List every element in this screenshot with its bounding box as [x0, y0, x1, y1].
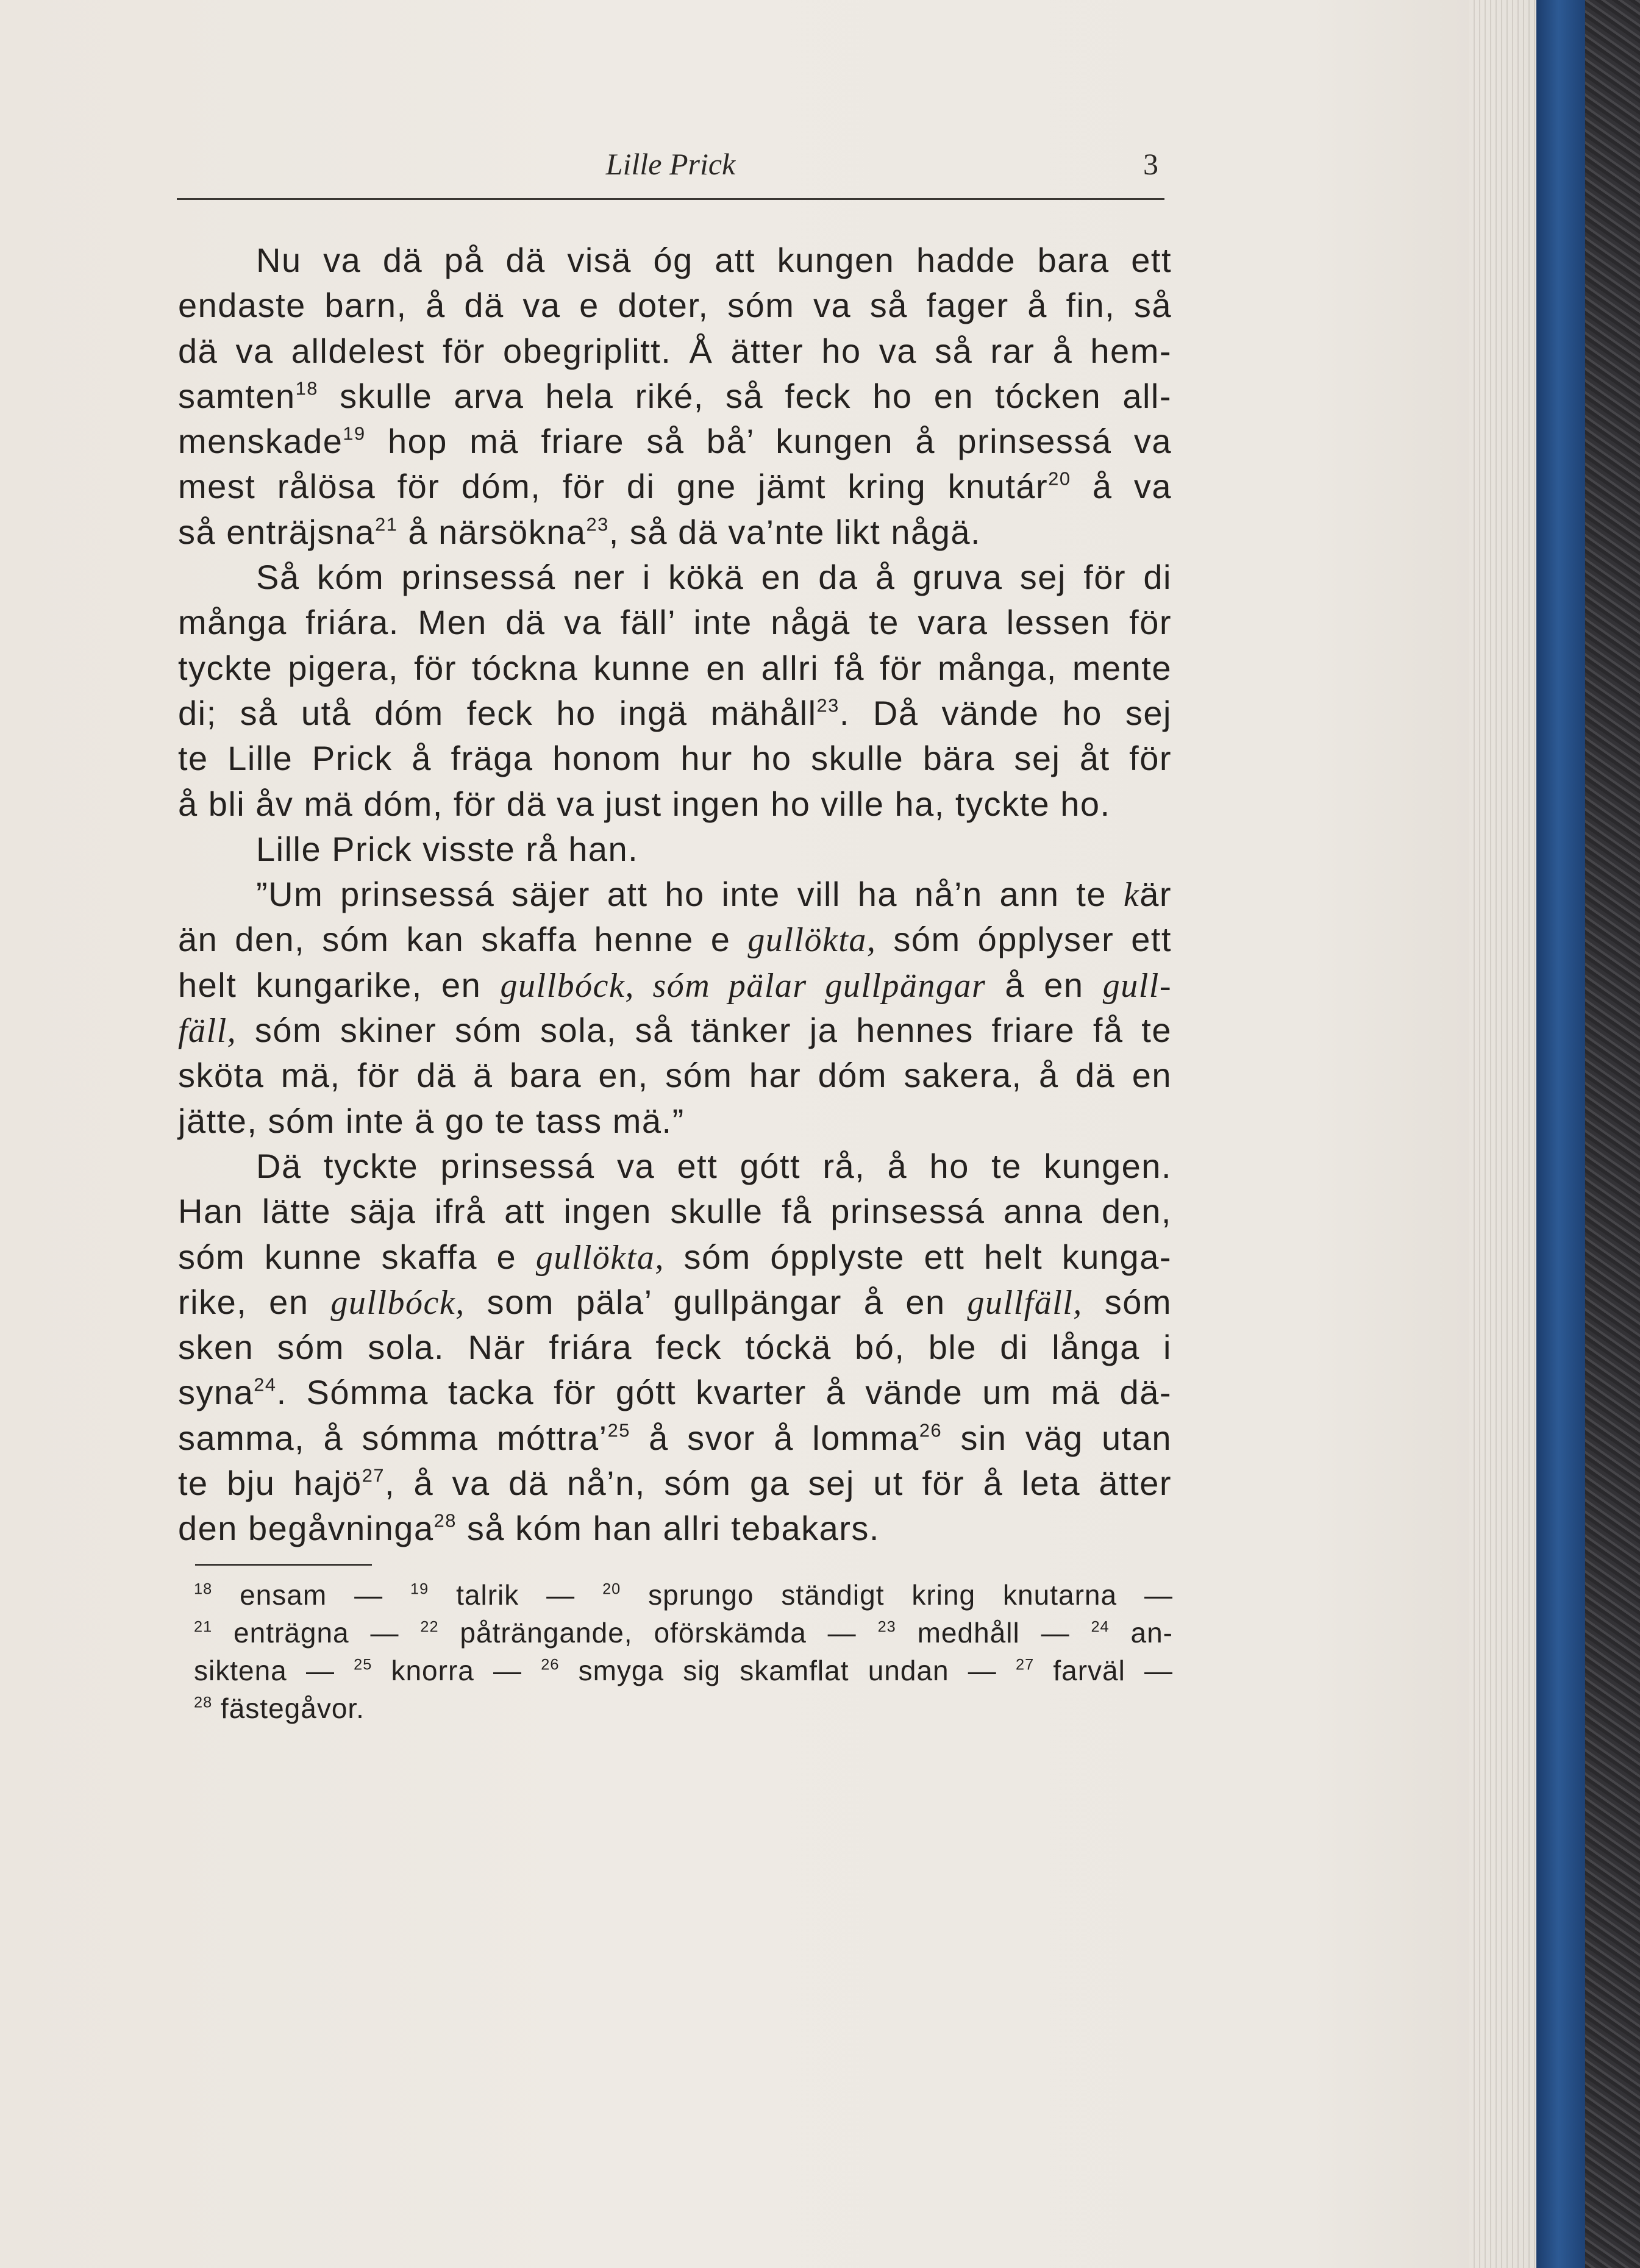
footnote-rule — [195, 1564, 372, 1566]
page-edges — [1469, 0, 1536, 2268]
text-line: endaste barn, å dä va e doter, sóm va så fager å fin, så — [178, 286, 1172, 325]
text-line: så enträjsna$^{21}$ å närsökna$^{23}$, så dä va’nte likt någä. — [178, 512, 982, 551]
footnote-line: $^{18}$ ensam — $^{19}$ talrik — $^{20}$ sprungo ständigt kring knutarna — — [194, 1579, 1173, 1611]
footnotes — [194, 1576, 1173, 1727]
running-title: Lille Prick — [605, 147, 736, 181]
text-line: mest rålösa för dóm, för di gne jämt kring knutár$^{20}$ å va — [178, 467, 1172, 506]
text-line: syna$^{24}$. Sómma tacka för gótt kvarter å vände um mä dä- — [178, 1373, 1172, 1412]
text-line: fäll, sóm skiner sóm sola, så tänker ja hennes friare få te — [178, 1011, 1172, 1050]
text-line: å bli åv mä dóm, för dä va just ingen ho ville ha, tyckte ho. — [178, 784, 1111, 823]
text-line: många friára. Men dä va fäll’ inte någä te vara lessen för — [178, 603, 1172, 642]
body-text — [178, 238, 1172, 1552]
text-line: samten$^{18}$ skulle arva hela riké, så feck ho en tócken all- — [178, 376, 1172, 415]
text-line: tyckte pigera, för tóckna kunne en allri få för många, mente — [178, 648, 1172, 687]
text-line: te bju hajö$^{27}$, å va dä nå’n, sóm ga sej ut för å leta ätter — [178, 1464, 1172, 1503]
text-line: dä va alldelest för obegriplitt. Å ätter ho va så rar å hem- — [178, 331, 1172, 370]
text-line: di; så utå dóm feck ho ingä mähåll$^{23}$. Då vände ho sej — [178, 693, 1172, 732]
text-line: än den, sóm kan skaffa henne e gullökta, sóm ópplyser ett — [178, 920, 1172, 960]
page-number: 3 — [1143, 147, 1158, 181]
text-line: jätte, sóm inte ä go te tass mä.” — [178, 1101, 685, 1140]
footnote-line: siktena — $^{25}$ knorra — $^{26}$ smyga sig skamflat undan — $^{27}$ farväl — — [194, 1655, 1174, 1686]
text-line: den begåvninga$^{28}$ så kóm han allri tebakars. — [178, 1509, 880, 1548]
text-line: menskade$^{19}$ hop mä friare så bå’ kungen å prinsessá va — [178, 422, 1172, 461]
text-line: rike, en gullbóck, som päla’ gullpängar å en gullfäll, sóm — [178, 1282, 1172, 1322]
text-line: te Lille Prick å fräga honom hur ho skulle bära sej åt för — [178, 739, 1172, 778]
text-line: Dä tyckte prinsessá va ett gótt rå, å ho te kungen. — [256, 1146, 1172, 1185]
text-line: Lille Prick visste rå han. — [256, 829, 639, 868]
text-line: Nu va dä på dä visä óg att kungen hadde bara ett — [256, 241, 1172, 279]
text-line: sköta mä, för dä ä bara en, sóm har dóm sakera, å dä en — [178, 1056, 1172, 1095]
book-spine — [1536, 0, 1585, 2268]
footnote-line: $^{28}$ fästegåvor. — [194, 1692, 365, 1724]
text-line: helt kungarike, en gullbóck, sóm pälar gullpängar å en gull- — [178, 965, 1172, 1005]
text-line: sóm kunne skaffa e gullökta, sóm ópplyste ett helt kunga- — [178, 1237, 1172, 1277]
text-line: ”Um prinsessá säjer att ho inte vill ha nå’n ann te kär — [256, 875, 1172, 915]
text-line: Så kóm prinsessá ner i kökä en da å gruva sej för di — [256, 558, 1172, 597]
text-line: Han lätte säja ifrå att ingen skulle få prinsessá anna den, — [178, 1192, 1172, 1231]
footnote-line: $^{21}$ enträgna — $^{22}$ påträngande, oförskämda — $^{23}$ medhåll — $^{24}$ an- — [194, 1617, 1173, 1649]
text-line: samma, å sómma móttra’$^{25}$ å svor å lomma$^{26}$ sin väg utan — [178, 1418, 1172, 1457]
text-line: sken sóm sola. När friára feck tóckä bó, ble di långa i — [178, 1328, 1172, 1367]
background-surface — [1585, 0, 1640, 2268]
page-header — [177, 146, 1164, 200]
